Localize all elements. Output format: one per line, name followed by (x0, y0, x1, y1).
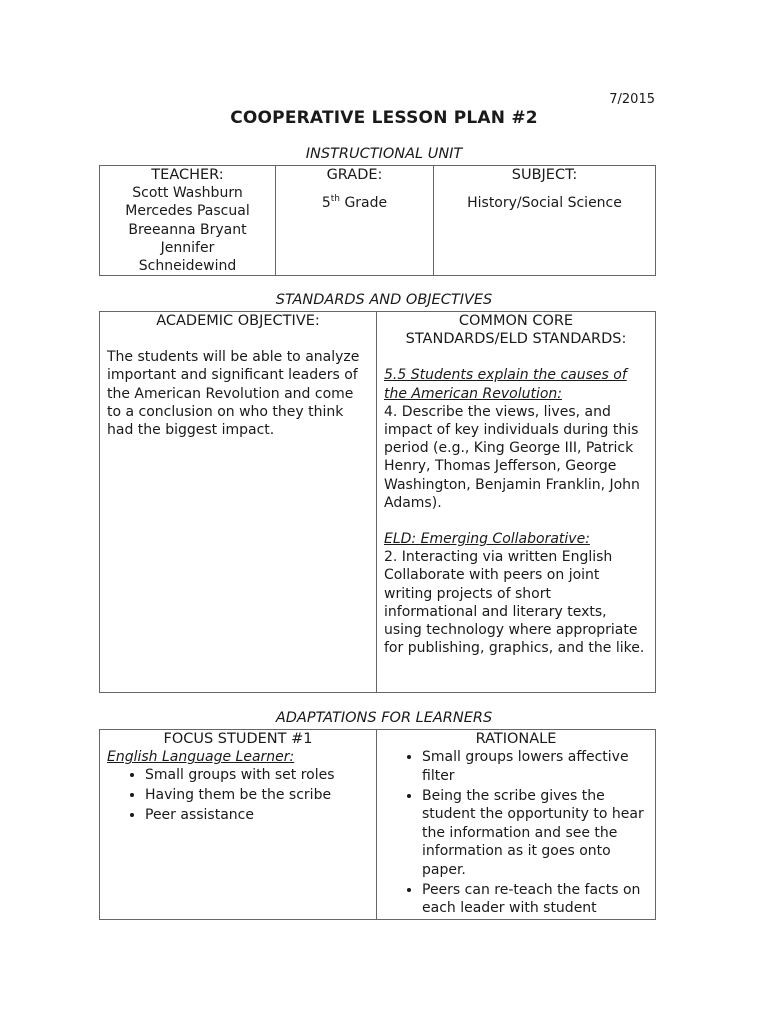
standards-table (99, 311, 656, 693)
teacher-name: Breeanna Bryant (128, 221, 247, 238)
instructional-unit-title: INSTRUCTIONAL UNIT (305, 146, 463, 162)
teacher-cell (100, 166, 276, 276)
rationale-cell (377, 730, 656, 920)
eld-standard-heading: ELD: Emerging Collaborative: (384, 531, 590, 548)
list-item: • Being the scribe gives the student the opportunity to hear the information and see the information as it goes onto paper. (422, 787, 649, 880)
subject-cell (434, 166, 656, 276)
grade-label: GRADE: (326, 167, 383, 183)
grade-word: Grade (340, 195, 388, 212)
document-title: COOPERATIVE LESSON PLAN #2 (230, 108, 538, 128)
core-standard-heading: 5.5 Students explain the causes of the American Revolution: (384, 367, 627, 402)
focus-student-type: English Language Learner: (107, 749, 295, 766)
focus-student-cell (100, 730, 377, 920)
common-core-body (377, 366, 655, 657)
grade-cell (276, 166, 434, 276)
date-stamp: 7/2015 (609, 92, 655, 107)
list-item: • Peers can re-teach the facts on each leader with student (422, 881, 649, 918)
academic-objective-text: The students will be able to analyze important and significant leaders of the American Revolution and come to a conclusion on who they think had the biggest impact. (107, 349, 360, 439)
grade-number: 5 (321, 195, 331, 212)
subject-value: History/Social Science (467, 195, 622, 212)
standards-title: STANDARDS AND OBJECTIVES (275, 292, 493, 308)
rationale-label: RATIONALE (475, 731, 557, 747)
list-item: • Having them be the scribe (145, 786, 376, 805)
common-core-label: COMMON CORE (458, 313, 574, 329)
common-core-cell (377, 312, 656, 693)
list-item: • Peer assistance (145, 806, 376, 825)
list-item: • Small groups lowers affective filter (422, 748, 649, 785)
core-standard-text: 4. Describe the views, lives, and impact of key individuals during this period (e.g., King George III, Patrick Henry, Thomas Jefferson, George Washington, Benjamin Franklin, John Adams). (384, 403, 640, 511)
teacher-name: Scott Washburn (132, 185, 243, 202)
grade-value (276, 194, 433, 212)
academic-objective-cell (100, 312, 377, 693)
list-item: • Small groups with set roles (145, 766, 376, 785)
common-core-label: STANDARDS/ELD STANDARDS: (405, 331, 627, 348)
focus-student-label: FOCUS STUDENT #1 (163, 731, 313, 747)
grade-suffix: th (330, 194, 340, 205)
focus-strategies-list (100, 766, 376, 825)
teacher-label: TEACHER: (151, 167, 224, 183)
rationale-list (377, 748, 655, 918)
teacher-name: Schneidewind (138, 258, 237, 275)
adaptations-title: ADAPTATIONS FOR LEARNERS (275, 710, 493, 726)
instructional-unit-table (99, 165, 656, 276)
teacher-name: Jennifer (160, 239, 215, 256)
subject-label: SUBJECT: (511, 167, 578, 183)
teacher-name: Mercedes Pascual (125, 203, 250, 220)
eld-standard-text: 2. Interacting via written English Collaborate with peers on joint writing projects of short informational and literary texts, using technology where appropriate for publishing, graphics, and the like. (384, 549, 645, 657)
academic-objective-label: ACADEMIC OBJECTIVE: (156, 313, 320, 329)
adaptations-table (99, 729, 656, 920)
